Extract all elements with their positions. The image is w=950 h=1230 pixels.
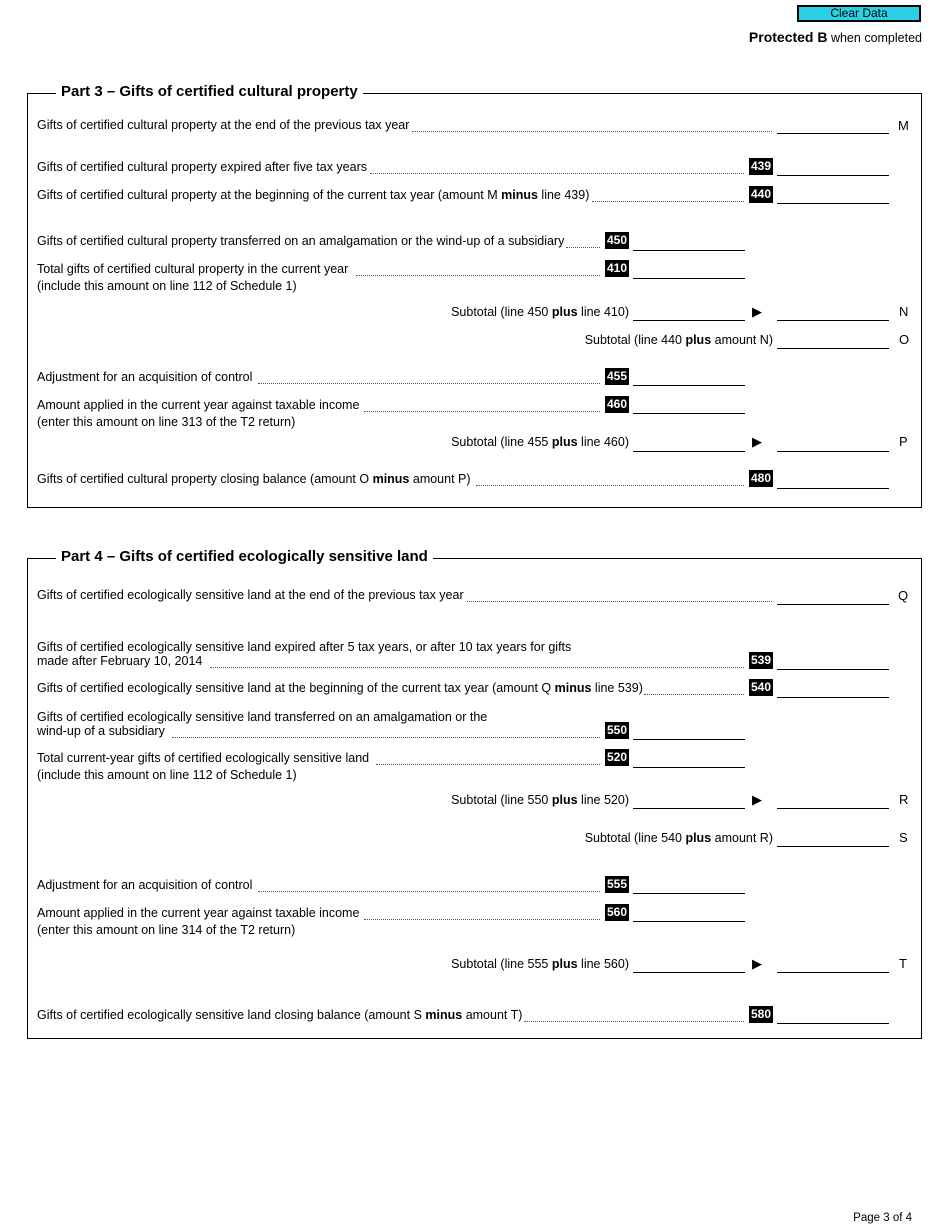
p4-letter-q: Q bbox=[898, 588, 909, 603]
protected-when-completed: when completed bbox=[827, 31, 922, 45]
protected-b-label: Protected B bbox=[748, 29, 828, 45]
p4-expired-leader bbox=[210, 667, 744, 668]
p4-beginning-text-a: Gifts of certified ecologically sensitive land at the beginning of the current tax year (amount Q bbox=[37, 681, 555, 695]
p3-subtotal-o-label bbox=[585, 333, 773, 348]
p3-total-label: Total gifts of certified cultural property in the current year bbox=[37, 262, 349, 276]
p3-line-460-field[interactable] bbox=[633, 413, 745, 414]
p4-code-540: 540 bbox=[750, 680, 772, 694]
p4-expired-label-line2: made after February 10, 2014 bbox=[37, 654, 203, 668]
p3-code-450: 450 bbox=[606, 233, 628, 247]
p4-line-520-field[interactable] bbox=[633, 767, 745, 768]
p4-beginning-leader bbox=[644, 694, 744, 695]
p3-expired-leader bbox=[370, 173, 744, 174]
p3-adjustment-leader bbox=[258, 383, 600, 384]
p4-subtotal-t-text-a: Subtotal (line 555 bbox=[451, 957, 552, 971]
p3-amount-p-field[interactable] bbox=[777, 451, 889, 452]
p4-amount-r-field[interactable] bbox=[777, 808, 889, 809]
p4-arrow-r-icon: ▶ bbox=[752, 792, 762, 807]
p3-code-410: 410 bbox=[606, 261, 628, 275]
p4-subtotal-s-plus: plus bbox=[685, 831, 712, 845]
p4-applied-leader bbox=[364, 919, 600, 920]
p3-subtotal-n-plus: plus bbox=[551, 305, 578, 319]
part4-title: Part 4 – Gifts of certified ecologically sensitive land bbox=[56, 548, 433, 565]
p3-closing-leader bbox=[476, 485, 744, 486]
p3-line-480-field[interactable] bbox=[777, 488, 889, 489]
p4-transferred-label-line1: Gifts of certified ecologically sensitive land transferred on an amalgamation or the bbox=[37, 710, 488, 724]
p3-amount-m-field[interactable] bbox=[777, 133, 889, 134]
p4-closing-text-a: Gifts of certified ecologically sensitive land closing balance (amount S bbox=[37, 1008, 426, 1022]
p3-subtotal-n-left-field[interactable] bbox=[633, 320, 745, 321]
p3-expired-label: Gifts of certified cultural property expired after five tax years bbox=[37, 160, 367, 174]
p4-subtotal-t-text-c: line 560) bbox=[577, 957, 629, 971]
p4-subtotal-t-left-field[interactable] bbox=[633, 972, 745, 973]
p3-transferred-leader bbox=[566, 247, 600, 248]
p4-subtotal-s-text-c: amount R) bbox=[711, 831, 773, 845]
p3-closing-text-c: amount P) bbox=[409, 472, 471, 486]
p3-subtotal-p-left-field[interactable] bbox=[633, 451, 745, 452]
p4-adjustment-leader bbox=[258, 891, 600, 892]
p4-letter-s: S bbox=[899, 830, 908, 845]
p4-code-555: 555 bbox=[606, 877, 628, 891]
p4-closing-minus: minus bbox=[425, 1008, 463, 1022]
p4-beginning-minus: minus bbox=[554, 681, 592, 695]
p3-amount-n-field[interactable] bbox=[777, 320, 889, 321]
p4-subtotal-t-plus: plus bbox=[551, 957, 578, 971]
p4-line-540-field[interactable] bbox=[777, 697, 889, 698]
p4-beginning-label bbox=[37, 681, 643, 696]
p4-applied-sublabel: (enter this amount on line 314 of the T2 return) bbox=[37, 923, 296, 937]
p4-adjustment-label: Adjustment for an acquisition of control bbox=[37, 878, 253, 892]
p3-total-sublabel: (include this amount on line 112 of Schedule 1) bbox=[37, 279, 297, 293]
p3-subtotal-p-label bbox=[451, 435, 629, 450]
p3-beginning-leader bbox=[592, 201, 744, 202]
p4-expired-label-line1: Gifts of certified ecologically sensitive land expired after 5 tax years, or after 10 tax years for gifts bbox=[37, 640, 572, 654]
p4-transferred-label-line2: wind-up of a subsidiary bbox=[37, 724, 165, 738]
p3-applied-sublabel: (enter this amount on line 313 of the T2 return) bbox=[37, 415, 296, 429]
p4-prev-year-leader bbox=[467, 601, 772, 602]
p3-transferred-label: Gifts of certified cultural property transferred on an amalgamation or the wind-up of a subsidiary bbox=[37, 234, 565, 248]
p3-subtotal-n-label bbox=[451, 305, 629, 320]
p3-beginning-minus: minus bbox=[501, 188, 538, 202]
p3-letter-n: N bbox=[899, 304, 909, 319]
p3-applied-label: Amount applied in the current year against taxable income bbox=[37, 398, 360, 412]
p4-code-550: 550 bbox=[606, 723, 628, 737]
p3-applied-leader bbox=[364, 411, 600, 412]
p4-subtotal-s-label bbox=[585, 831, 773, 846]
p3-subtotal-o-plus: plus bbox=[685, 333, 712, 347]
protected-b-notice bbox=[749, 29, 922, 45]
p4-code-560: 560 bbox=[606, 905, 628, 919]
p4-closing-label bbox=[37, 1008, 522, 1023]
p3-subtotal-p-text-c: line 460) bbox=[577, 435, 629, 449]
p4-closing-text-c: amount T) bbox=[462, 1008, 523, 1022]
p3-code-439: 439 bbox=[750, 159, 772, 173]
p3-arrow-n-icon: ▶ bbox=[752, 304, 762, 319]
p4-letter-r: R bbox=[899, 792, 909, 807]
p4-applied-label: Amount applied in the current year against taxable income bbox=[37, 906, 360, 920]
p4-total-label: Total current-year gifts of certified ecologically sensitive land bbox=[37, 751, 370, 765]
part3-title: Part 3 – Gifts of certified cultural property bbox=[56, 83, 363, 100]
p4-total-sublabel: (include this amount on line 112 of Schedule 1) bbox=[37, 768, 297, 782]
p4-line-560-field[interactable] bbox=[633, 921, 745, 922]
p4-transferred-leader bbox=[172, 737, 600, 738]
p3-code-480: 480 bbox=[750, 471, 772, 485]
p4-subtotal-s-text-a: Subtotal (line 540 bbox=[584, 831, 686, 845]
p4-closing-leader bbox=[524, 1021, 744, 1022]
p3-line-450-field[interactable] bbox=[633, 250, 745, 251]
p3-code-455: 455 bbox=[606, 369, 628, 383]
p3-line-410-field[interactable] bbox=[633, 278, 745, 279]
p4-subtotal-r-plus: plus bbox=[551, 793, 578, 807]
p3-prev-year-leader bbox=[412, 131, 772, 132]
p4-amount-t-field[interactable] bbox=[777, 972, 889, 973]
p3-closing-minus: minus bbox=[372, 472, 410, 486]
p3-beginning-text-a: Gifts of certified cultural property at the beginning of the current tax year (amount M bbox=[37, 188, 502, 202]
p3-closing-label bbox=[37, 472, 471, 487]
p3-amount-o-field[interactable] bbox=[777, 348, 889, 349]
p3-letter-p: P bbox=[899, 434, 908, 449]
p4-letter-t: T bbox=[899, 956, 907, 971]
p3-subtotal-o-text-c: amount N) bbox=[711, 333, 773, 347]
p4-subtotal-r-text-c: line 520) bbox=[577, 793, 629, 807]
p4-arrow-t-icon: ▶ bbox=[752, 956, 762, 971]
p3-code-440: 440 bbox=[750, 187, 772, 201]
p4-subtotal-r-left-field[interactable] bbox=[633, 808, 745, 809]
p4-line-539-field[interactable] bbox=[777, 669, 889, 670]
p3-subtotal-o-text-a: Subtotal (line 440 bbox=[584, 333, 686, 347]
p3-subtotal-n-text-c: line 410) bbox=[577, 305, 629, 319]
clear-data-button[interactable]: Clear Data bbox=[797, 5, 921, 22]
p4-code-580: 580 bbox=[750, 1007, 772, 1021]
p4-code-520: 520 bbox=[606, 750, 628, 764]
p4-amount-q-field[interactable] bbox=[777, 604, 889, 605]
p3-total-leader bbox=[356, 275, 600, 276]
p4-line-555-field[interactable] bbox=[633, 893, 745, 894]
p3-beginning-text-c: line 439) bbox=[537, 188, 590, 202]
p4-beginning-text-c: line 539) bbox=[591, 681, 643, 695]
p3-arrow-p-icon: ▶ bbox=[752, 434, 762, 449]
p3-subtotal-n-text-a: Subtotal (line 450 bbox=[451, 305, 552, 319]
p3-letter-m: M bbox=[898, 118, 909, 133]
p3-beginning-label bbox=[37, 188, 589, 203]
p3-prev-year-label: Gifts of certified cultural property at the end of the previous tax year bbox=[37, 118, 410, 132]
p3-code-460: 460 bbox=[606, 397, 628, 411]
p3-closing-text-a: Gifts of certified cultural property closing balance (amount O bbox=[37, 472, 373, 486]
p4-code-539: 539 bbox=[750, 653, 772, 667]
p3-letter-o: O bbox=[899, 332, 910, 347]
p3-subtotal-p-text-a: Subtotal (line 455 bbox=[451, 435, 552, 449]
p3-line-440-field[interactable] bbox=[777, 203, 889, 204]
p4-prev-year-label: Gifts of certified ecologically sensitive land at the end of the previous tax year bbox=[37, 588, 464, 602]
p4-subtotal-t-label bbox=[451, 957, 629, 972]
p4-subtotal-r-label bbox=[451, 793, 629, 808]
page-number: Page 3 of 4 bbox=[853, 1212, 912, 1224]
p4-line-550-field[interactable] bbox=[633, 739, 745, 740]
p4-subtotal-r-text-a: Subtotal (line 550 bbox=[451, 793, 552, 807]
p4-total-leader bbox=[376, 764, 600, 765]
p4-line-580-field[interactable] bbox=[777, 1023, 889, 1024]
p3-line-439-field[interactable] bbox=[777, 175, 889, 176]
p3-adjustment-label: Adjustment for an acquisition of control bbox=[37, 370, 253, 384]
p4-amount-s-field[interactable] bbox=[777, 846, 889, 847]
p3-subtotal-p-plus: plus bbox=[551, 435, 578, 449]
p3-line-455-field[interactable] bbox=[633, 385, 745, 386]
